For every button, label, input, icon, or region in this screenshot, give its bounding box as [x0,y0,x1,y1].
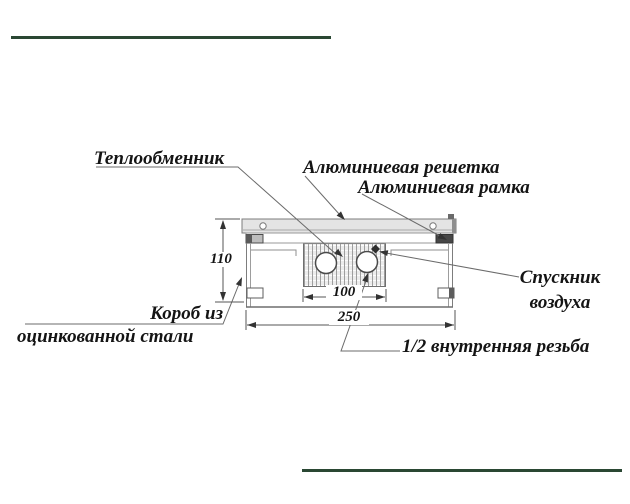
dimension-value-110: 110 [203,252,239,267]
pipe-right [357,252,378,273]
pipe-left [316,253,337,274]
aluminum-frame-strip [246,233,453,243]
label-steel-box-line1: Короб из [150,303,223,324]
label-heat-exchanger: Теплообменник [94,148,225,169]
label-internal-thread: 1/2 внутренняя резьба [402,336,590,357]
label-steel-box-line2: оцинкованной стали [17,326,194,347]
screw-hole-right [430,223,436,229]
pipe-connections [316,245,381,274]
dimension-value-100: 100 [326,285,362,300]
label-aluminum-frame: Алюминиевая рамка [358,177,530,198]
label-air-vent: Спускник воздуха [519,267,601,313]
aluminum-grille-lid [242,214,456,233]
label-aluminum-grille: Алюминиевая решетка [303,157,500,178]
leader-grille [305,176,345,220]
dimension-value-250: 250 [329,310,369,325]
screw-hole-left [260,223,266,229]
